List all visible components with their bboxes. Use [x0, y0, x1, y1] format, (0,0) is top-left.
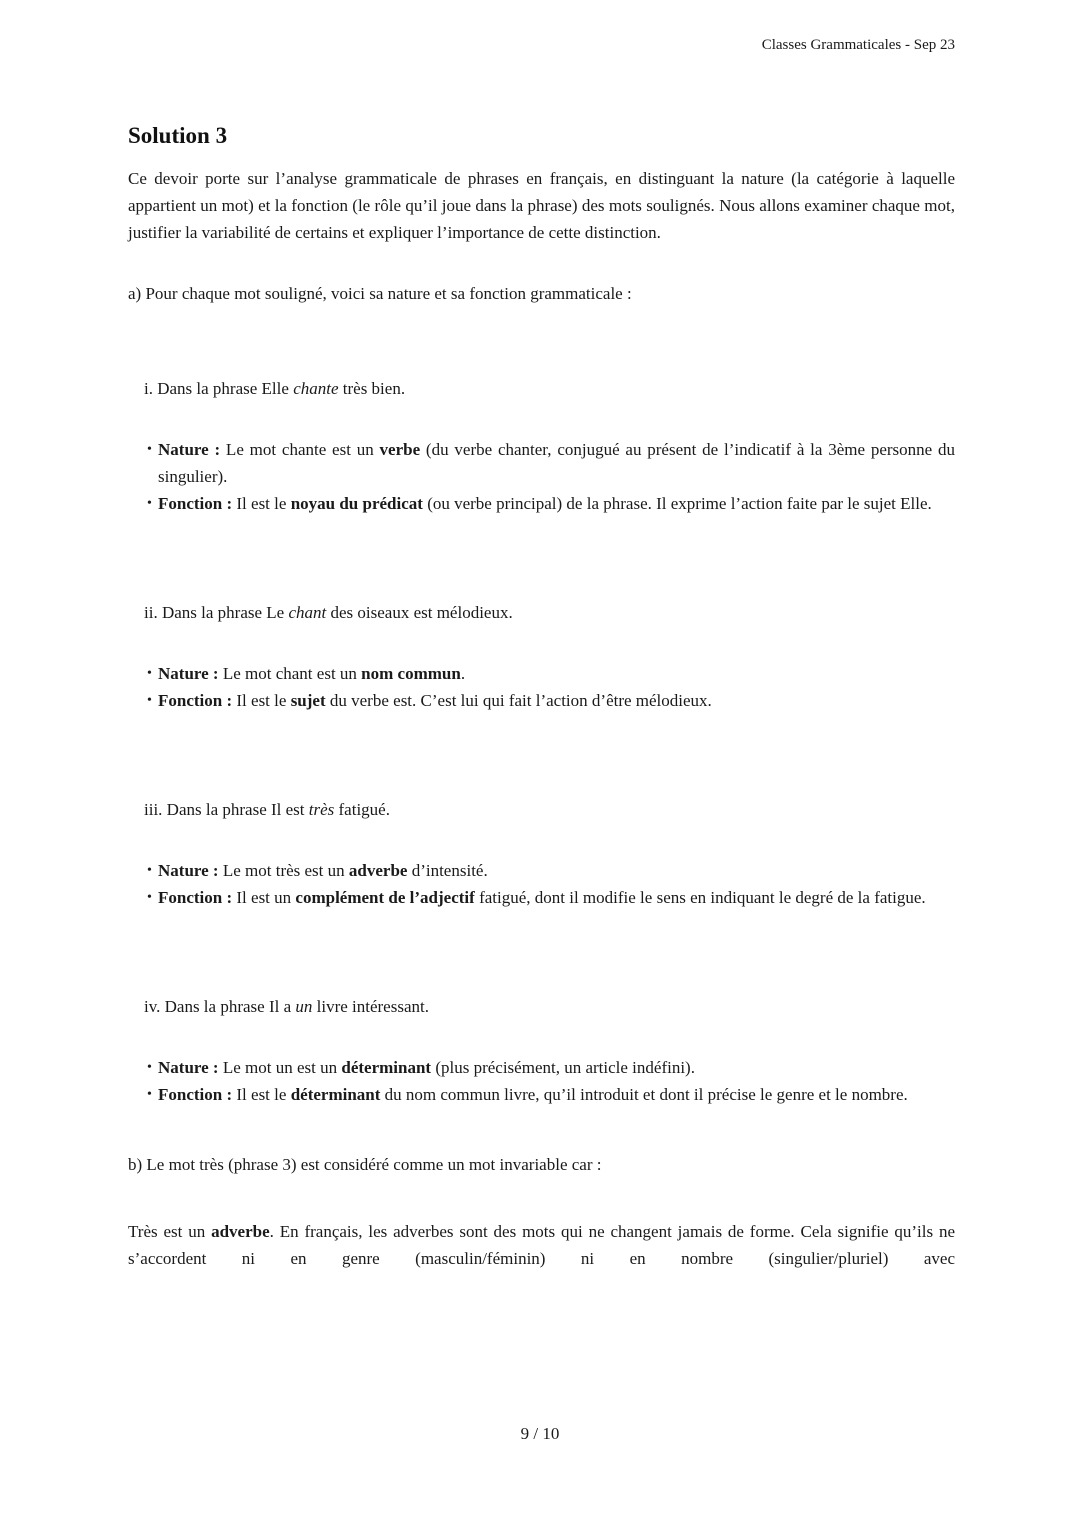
part-a-lead: a) Pour chaque mot souligné, voici sa nature et sa fonction grammaticale :: [128, 284, 632, 303]
bullet-fonction-i: • Fonction : Il est le noyau du prédicat (ou verbe principal) de la phrase. Il exprime l’action faite par le sujet Elle.: [128, 490, 955, 517]
phrase-heading-iv: iv. Dans la phrase Il a un livre intéressant.: [144, 997, 429, 1016]
bullet-list-iii: [128, 857, 955, 911]
intro-paragraph: Ce devoir porte sur l’analyse grammaticale de phrases en français, en distinguant la nature (la catégorie à laquelle appartient un mot) et la fonction (le rôle qu’il joue dans la phrase) des mots soulignés. Nous allons examiner chaque mot, justifier la variabilité de certains et expliquer l’importance de cette distinction.: [128, 169, 955, 242]
bullet-list-ii: [128, 660, 955, 714]
bullet-fonction-iv: • Fonction : Il est le déterminant du nom commun livre, qu’il introduit et dont il précise le genre et le nombre.: [128, 1081, 955, 1108]
part-b-lead: b) Le mot très (phrase 3) est considéré comme un mot invariable car :: [128, 1155, 602, 1174]
page-number: 9 / 10: [520, 1424, 560, 1443]
phrase-heading-i: i. Dans la phrase Elle chante très bien.: [144, 379, 406, 398]
solution-title: Solution 3: [128, 123, 228, 148]
bullet-list-i: [128, 436, 955, 517]
bullet-nature-i: • Nature : Le mot chante est un verbe (du verbe chanter, conjugué au présent de l’indicatif à la 3ème personne du singulier).: [128, 436, 955, 490]
bullet-list-iv: [128, 1054, 955, 1108]
page-footer: [0, 1420, 1080, 1447]
bullet-nature-iii: • Nature : Le mot très est un adverbe d’intensité.: [128, 857, 955, 884]
phrase-heading-ii: ii. Dans la phrase Le chant des oiseaux est mélodieux.: [144, 603, 513, 622]
phrase-heading-iii: iii. Dans la phrase Il est très fatigué.: [144, 800, 390, 819]
bullet-nature-ii: • Nature : Le mot chant est un nom commun.: [128, 660, 955, 687]
running-header-title: Classes Grammaticales - Sep 23: [761, 37, 955, 53]
bullet-fonction-ii: • Fonction : Il est le sujet du verbe est. C’est lui qui fait l’action d’être mélodieux.: [128, 687, 955, 714]
bullet-nature-iv: • Nature : Le mot un est un déterminant (plus précisément, un article indéfini).: [128, 1054, 955, 1081]
bullet-fonction-iii: • Fonction : Il est un complément de l’adjectif fatigué, dont il modifie le sens en indiquant le degré de la fatigue.: [128, 884, 955, 911]
part-b-paragraph: Très est un adverbe. En français, les adverbes sont des mots qui ne changent jamais de forme. Cela signifie qu’ils ne s’accordent ni en genre (masculin/féminin) ni en nombre (singulier/pluriel) avec: [128, 1222, 955, 1268]
page-header: [762, 36, 955, 54]
document-content: [0, 121, 1080, 1272]
